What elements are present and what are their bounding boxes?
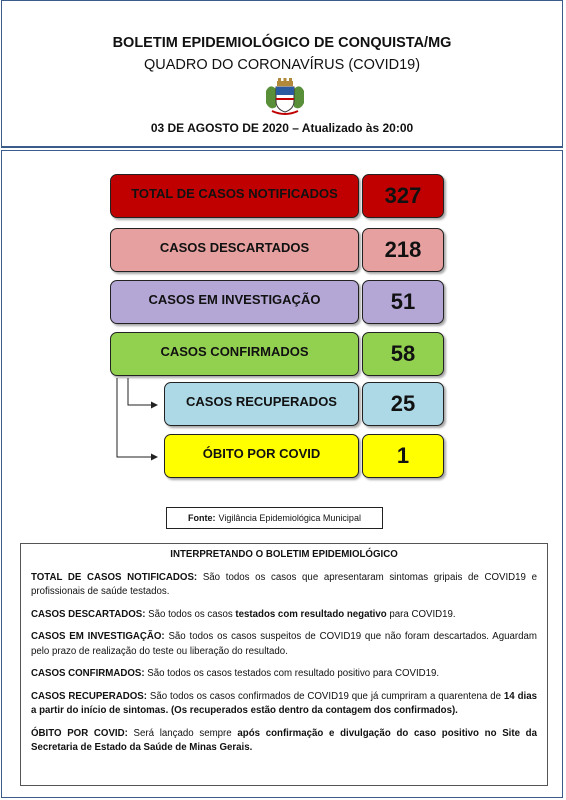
recuperados-value: 25 — [390, 391, 416, 416]
interp-obito-text: Será lançado sempre — [127, 727, 238, 739]
interp-obito-bold: após confirmação e divulgação do caso positivo no Site da Secretaria de Estado da Saúde de Minas Gerais. — [31, 727, 537, 753]
bulletin-dateline — [2, 121, 562, 135]
interp-confirmados — [31, 667, 537, 682]
interpretation-title: INTERPRETANDO O BOLETIM EPIDEMIOLÓGICO — [170, 549, 398, 560]
obito-value: 1 — [396, 443, 410, 468]
municipal-crest-icon — [264, 77, 306, 117]
interp-descartados-text-end: para COVID19. — [386, 608, 456, 620]
obito-label: ÓBITO POR COVID — [202, 445, 321, 461]
source-note — [166, 507, 383, 529]
interp-obito — [31, 727, 537, 756]
confirmados-label: CASOS CONFIRMADOS — [160, 343, 309, 359]
interp-descartados — [31, 608, 537, 623]
source-text: Vigilância Epidemiológica Municipal — [218, 513, 361, 523]
interp-confirmados-term: CASOS CONFIRMADOS: — [31, 668, 145, 679]
bulletin-header — [1, 0, 563, 148]
recuperados-label: CASOS RECUPERADOS — [186, 393, 337, 409]
bulletin-title: BOLETIM EPIDEMIOLÓGICO DE CONQUISTA/MG — [112, 35, 452, 51]
interp-descartados-bold: testados com resultado negativo — [235, 608, 387, 620]
interp-recuperados-bold: 14 dias a partir do início de sintomas. (Os recuperados estão dentro da contagem dos confirmados). — [31, 690, 537, 716]
descartados-value-box — [362, 228, 444, 272]
confirmados-value: 58 — [390, 341, 416, 366]
interp-descartados-term: CASOS DESCARTADOS: — [31, 608, 146, 620]
interp-descartados-text: São todos os casos — [145, 608, 236, 620]
interp-notificados — [31, 571, 537, 600]
investigacao-label: CASOS EM INVESTIGAÇÃO — [148, 291, 321, 307]
notificados-value: 327 — [384, 183, 422, 208]
interp-recuperados-text: São todos os casos confirmados de COVID19 que já cumpriram a quarentena de — [146, 690, 504, 702]
investigacao-value: 51 — [390, 289, 416, 314]
interp-investigacao-text: São todos os casos suspeitos de COVID19 que não foram descartados. Aguardam pelo prazo de realização do teste ou liberação do resultado. — [31, 631, 537, 657]
interp-recuperados-term: CASOS RECUPERADOS: — [31, 690, 147, 702]
confirmados-label-box — [110, 332, 359, 376]
investigacao-value-box — [362, 280, 444, 324]
interp-notificados-term: TOTAL DE CASOS NOTIFICADOS: — [31, 571, 198, 583]
interp-confirmados-text: São todos os casos testados com resultado positivo para COVID19. — [144, 668, 440, 679]
bulletin-updated-time: – Atualizado às 20:00 — [288, 121, 414, 135]
interp-recuperados — [31, 690, 537, 719]
obito-label-box — [164, 434, 359, 478]
recuperados-value-box — [362, 382, 444, 426]
descartados-label-box — [110, 228, 359, 272]
descartados-value: 218 — [384, 237, 422, 262]
interp-obito-term: ÓBITO POR COVID: — [31, 727, 128, 739]
interp-investigacao-term: CASOS EM INVESTIGAÇÃO: — [31, 631, 165, 642]
obito-value-box — [362, 434, 444, 478]
bulletin-date: 03 DE AGOSTO DE 2020 — [150, 121, 289, 135]
interp-notificados-text: São todos os casos que apresentaram sintomas gripais de COVID19 e profissionais de saúde testados. — [31, 571, 538, 597]
notificados-label-box — [110, 174, 359, 218]
investigacao-label-box — [110, 280, 359, 324]
confirmados-value-box — [362, 332, 444, 376]
bulletin-subtitle: QUADRO DO CORONAVÍRUS (COVID19) — [143, 57, 421, 73]
interp-investigacao — [31, 630, 537, 659]
interpretation-box — [20, 543, 548, 786]
descartados-label: CASOS DESCARTADOS — [159, 239, 310, 255]
recuperados-label-box — [164, 382, 359, 426]
notificados-label: TOTAL DE CASOS NOTIFICADOS — [131, 185, 338, 201]
source-label: Fonte: — [188, 513, 216, 523]
notificados-value-box — [362, 174, 444, 218]
